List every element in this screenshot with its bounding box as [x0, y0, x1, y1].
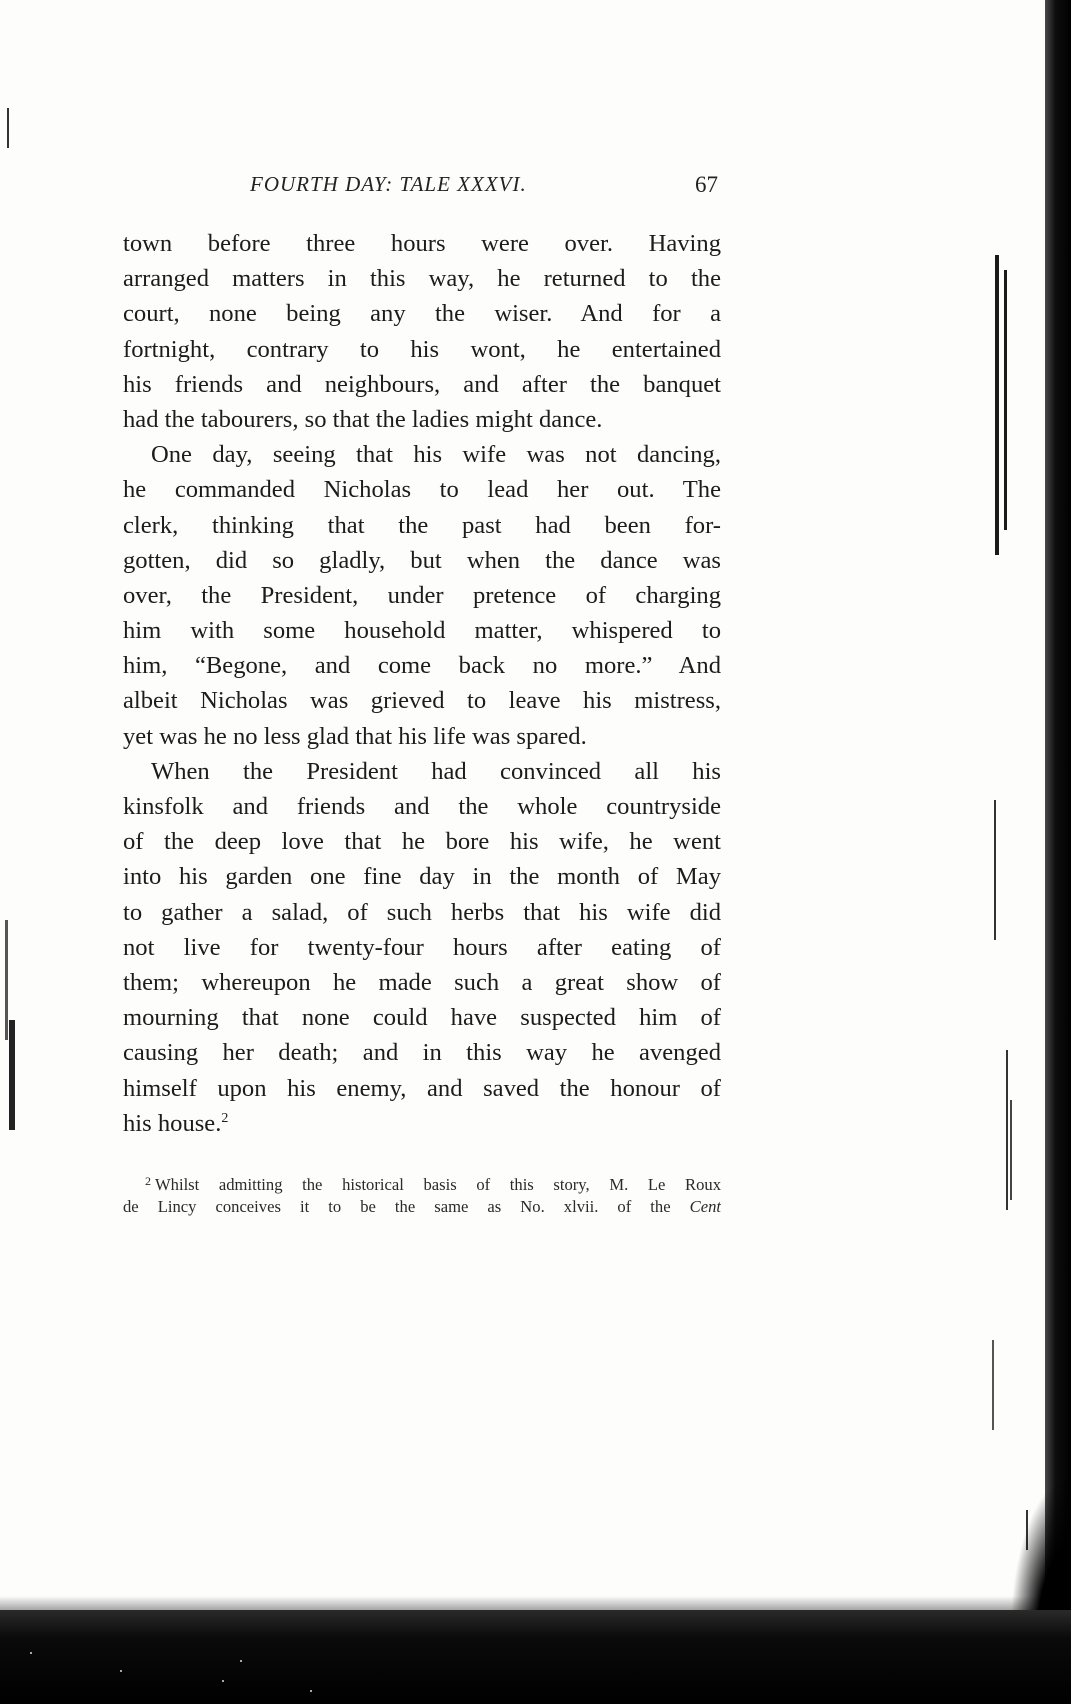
scan-mark [995, 255, 999, 555]
scan-speck [240, 1660, 242, 1662]
scan-mark [992, 1340, 994, 1430]
scan-mark [1004, 270, 1007, 530]
scan-mark [9, 1020, 15, 1130]
paragraph-start-line: One day, seeing that his wife was not dancing, [151, 441, 721, 469]
text-line: clerk, thinking that the past had been for- [123, 511, 721, 539]
running-head: FOURTH DAY: TALE XXXVI. [250, 172, 527, 196]
text-line: into his garden one fine day in the month of May [123, 863, 721, 891]
paragraph-start-line: When the President had convinced all his [151, 757, 721, 785]
text-line: fortnight, contrary to his wont, he entertained [123, 335, 721, 363]
text-line: albeit Nicholas was grieved to leave his mistress, [123, 687, 721, 715]
text-line: over, the President, under pretence of charging [123, 581, 721, 609]
scan-mark [1010, 1100, 1012, 1200]
scan-speck [30, 1652, 32, 1654]
text-line: them; whereupon he made such a great show of [123, 968, 721, 996]
text-line: causing her death; and in this way he avenged [123, 1039, 721, 1067]
page-number: 67 [695, 172, 718, 197]
text-line: him with some household matter, whispered to [123, 617, 721, 645]
scan-mark [1006, 1050, 1008, 1210]
body-text [123, 226, 721, 1141]
text-line: of the deep love that he bore his wife, he went [123, 828, 721, 856]
text-line: mourning that none could have suspected him of [123, 1004, 721, 1032]
scan-mark [5, 920, 8, 1040]
scan-speck [310, 1690, 312, 1692]
text-line: himself upon his enemy, and saved the honour of [123, 1074, 721, 1102]
text-line: arranged matters in this way, he returned to the [123, 265, 721, 293]
scan-speck [120, 1670, 122, 1672]
scan-mark [7, 108, 9, 148]
text-line: kinsfolk and friends and the whole countryside [123, 793, 721, 820]
text-line-final [123, 1106, 721, 1141]
text-line: not live for twenty-four hours after eating of [123, 933, 721, 961]
footnote-text: Whilst admitting the historical basis of this story, M. Le Roux [155, 1175, 721, 1194]
final-line-text: his house. [123, 1109, 222, 1137]
page-edge-shadow [1045, 0, 1071, 1704]
text-line: he commanded Nicholas to lead her out. The [123, 476, 721, 504]
text-line: court, none being any the wiser. And for a [123, 300, 721, 328]
text-line: his friends and neighbours, and after the banquet [123, 370, 721, 398]
text-line: him, “Begone, and come back no more.” And [123, 652, 721, 680]
text-line: to gather a salad, of such herbs that his wife did [123, 898, 721, 926]
text-line: had the tabourers, so that the ladies might dance. [123, 405, 603, 433]
text-line: town before three hours were over. Having [123, 230, 721, 257]
footnote-line [123, 1169, 721, 1194]
text-line: yet was he no less glad that his life was spared. [123, 722, 587, 750]
scan-mark [994, 800, 996, 940]
scan-speck [222, 1680, 224, 1682]
bottom-scan-border [0, 1610, 1071, 1704]
footnote-reference[interactable]: 2 [221, 1110, 229, 1126]
text-line: gotten, did so gladly, but when the dance was [123, 546, 721, 574]
footnote-text: de Lincy conceives it to be the same as No. xlvii. of the [123, 1197, 671, 1216]
footnote-marker: 2 [145, 1174, 151, 1188]
footnote-italic-text: Cent [689, 1197, 721, 1216]
footnote-line [123, 1194, 721, 1219]
footnote [123, 1169, 721, 1219]
